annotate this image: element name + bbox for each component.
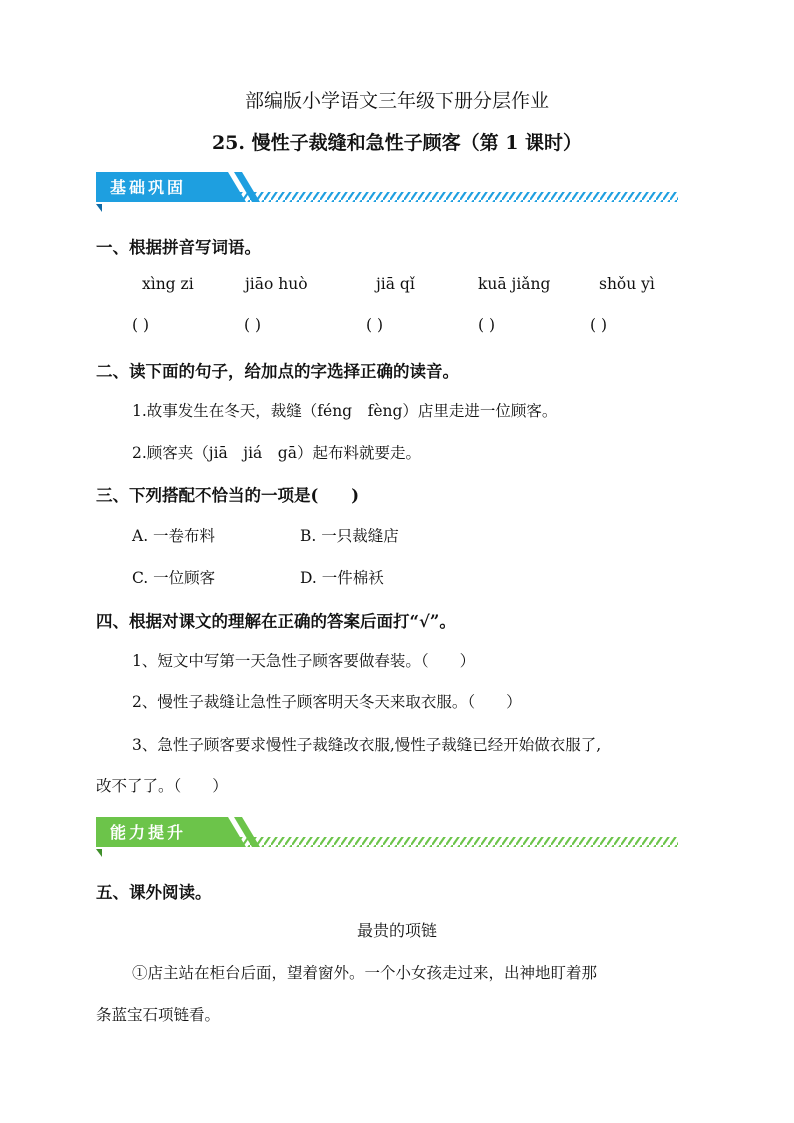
- document-title: 部编版小学语文三年级下册分层作业: [244, 90, 549, 112]
- answer-blank[interactable]: ( ): [366, 316, 384, 334]
- pinyin-item: kuā jiǎng: [478, 275, 551, 293]
- question-4-line-3: 3、急性子顾客要求慢性子裁缝改衣服,慢性子裁缝已经开始做衣服了,: [132, 736, 602, 754]
- section-banner-basic: [96, 170, 686, 216]
- pinyin-item: shǒu yì: [599, 275, 655, 293]
- option-b[interactable]: B. 一只裁缝店: [300, 527, 399, 545]
- answer-blank[interactable]: ( ): [244, 316, 262, 334]
- banner-advanced-label: 能力提升: [110, 823, 187, 842]
- question-1-title: 一、根据拼音写词语。: [96, 238, 261, 257]
- reading-paragraph-line-2: 条蓝宝石项链看。: [96, 1006, 221, 1024]
- question-2-line-2: 2.顾客夹（jiā jiá gā）起布料就要走。: [132, 444, 421, 462]
- option-c[interactable]: C. 一位顾客: [132, 569, 216, 587]
- lesson-title: 25. 慢性子裁缝和急性子顾客（第 1 课时）: [211, 132, 583, 154]
- banner-basic-label: 基础巩固: [110, 178, 187, 197]
- pinyin-item: xìng zi: [142, 275, 194, 293]
- question-4-line-2: 2、慢性子裁缝让急性子顾客明天冬天来取衣服。（ ）: [132, 693, 522, 711]
- question-4-line-1: 1、短文中写第一天急性子顾客要做春装。（ ）: [132, 652, 476, 670]
- question-5-title: 五、课外阅读。: [96, 883, 212, 902]
- question-2-line-1: 1.故事发生在冬天，裁缝（féng fèng）店里走进一位顾客。: [132, 402, 558, 420]
- option-d[interactable]: D. 一件棉袄: [300, 569, 384, 587]
- option-a[interactable]: A. 一卷布料: [132, 527, 216, 545]
- question-4-line-4: 改不了了。（ ）: [96, 777, 228, 795]
- answer-blank[interactable]: ( ): [132, 316, 150, 334]
- answer-blank[interactable]: ( ): [478, 316, 496, 334]
- section-banner-advanced: [96, 815, 686, 861]
- pinyin-item: jiāo huò: [245, 275, 308, 293]
- question-4-title: 四、根据对课文的理解在正确的答案后面打“√”。: [96, 612, 456, 631]
- reading-title: 最贵的项链: [356, 921, 437, 940]
- question-2-title: 二、读下面的句子，给加点的字选择正确的读音。: [96, 362, 459, 381]
- question-3-title: 三、下列搭配不恰当的一项是( ): [96, 486, 360, 505]
- answer-blank[interactable]: ( ): [590, 316, 608, 334]
- pinyin-item: jiā qǐ: [376, 275, 415, 293]
- reading-paragraph-line-1: ①店主站在柜台后面，望着窗外。一个小女孩走过来，出神地盯着那: [132, 964, 598, 982]
